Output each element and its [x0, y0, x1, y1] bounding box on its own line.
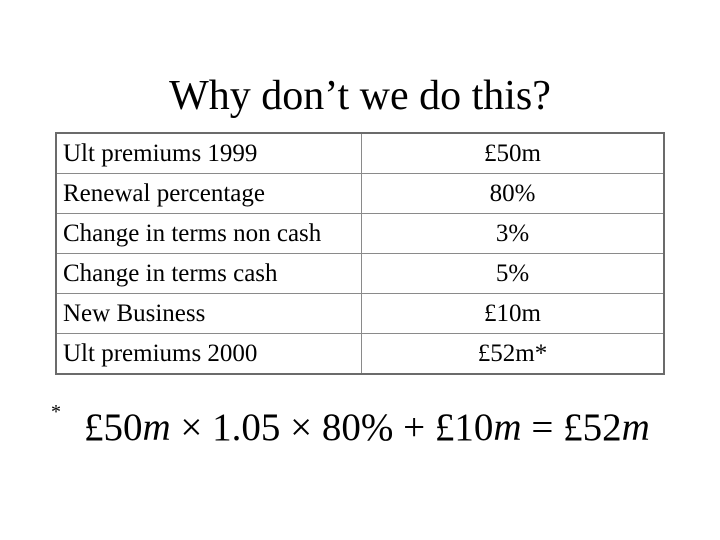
- row-value: 80%: [362, 174, 665, 214]
- formula-result-unit: m: [621, 406, 650, 449]
- table-row: [56, 254, 664, 294]
- formula-term2-unit: m: [493, 406, 522, 449]
- row-value: £50m: [362, 133, 665, 174]
- footnote-marker: *: [51, 401, 61, 423]
- table-row: [56, 133, 664, 174]
- footnote-formula: [84, 402, 650, 454]
- row-value: 5%: [362, 254, 665, 294]
- table-row: [56, 214, 664, 254]
- formula-equals-operator: =: [521, 406, 564, 449]
- row-label: Renewal percentage: [56, 174, 362, 214]
- row-label: Change in terms cash: [56, 254, 362, 294]
- formula-term2-amount: £10: [434, 406, 494, 449]
- row-label: New Business: [56, 294, 362, 334]
- formula-factor: 1.05: [212, 406, 281, 449]
- premium-table: [55, 132, 665, 375]
- formula-percent: 80%: [321, 406, 394, 449]
- row-value: £52m*: [362, 334, 665, 375]
- row-value: 3%: [362, 214, 665, 254]
- row-value: £10m: [362, 294, 665, 334]
- formula-times-operator: ×: [280, 406, 322, 449]
- formula-term1-amount: £50: [84, 406, 143, 449]
- row-label: Ult premiums 1999: [56, 133, 362, 174]
- formula-term1-unit: m: [142, 406, 171, 449]
- row-label: Change in terms non cash: [56, 214, 362, 254]
- formula-plus-operator: +: [393, 406, 435, 449]
- table-row: [56, 174, 664, 214]
- table-row: [56, 334, 664, 375]
- slide-title: Why don’t we do this?: [169, 73, 551, 119]
- row-label: Ult premiums 2000: [56, 334, 362, 375]
- table-row: [56, 294, 664, 334]
- formula-times-operator: ×: [170, 406, 213, 449]
- formula-result-amount: £52: [563, 406, 622, 449]
